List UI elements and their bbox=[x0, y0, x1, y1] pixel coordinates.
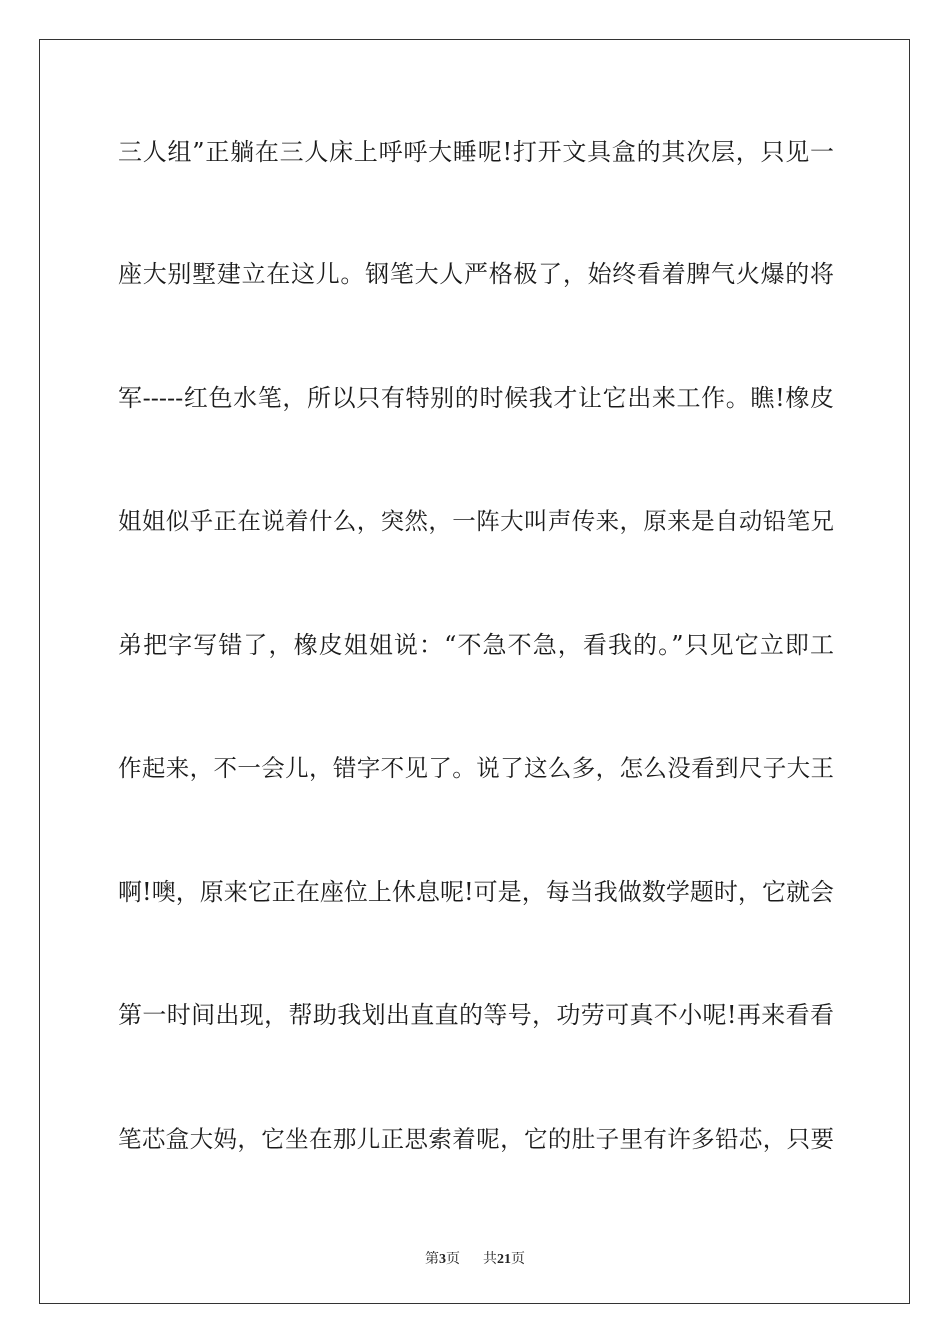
text-line: 作起来，不一会儿，错字不见了。说了这么多，怎么没看到尺子大王 bbox=[118, 754, 834, 782]
text-line: 座大别墅建立在这儿。钢笔大人严格极了，始终看着脾气火爆的将 bbox=[118, 260, 834, 288]
total-pages: 21 bbox=[497, 1252, 511, 1267]
page-suffix: 页 bbox=[446, 1252, 460, 1267]
text-line: 笔芯盒大妈，它坐在那儿正思索着呢，它的肚子里有许多铅芯，只要 bbox=[118, 1125, 834, 1153]
page-indicator bbox=[425, 1252, 460, 1267]
total-pages-indicator bbox=[483, 1252, 525, 1267]
total-suffix: 页 bbox=[511, 1252, 525, 1267]
total-prefix: 共 bbox=[483, 1252, 497, 1267]
page-number: 3 bbox=[439, 1252, 446, 1267]
text-line: 弟把字写错了，橡皮姐姐说：“不急不急，看我的。”只见它立即工 bbox=[118, 631, 834, 659]
text-line: 军-----红色水笔，所以只有特别的时候我才让它出来工作。瞧!橡皮 bbox=[118, 384, 834, 412]
text-line: 啊!噢，原来它正在座位上休息呢!可是，每当我做数学题时，它就会 bbox=[118, 878, 834, 906]
page-prefix: 第 bbox=[425, 1252, 439, 1267]
text-line: 第一时间出现，帮助我划出直直的等号，功劳可真不小呢!再来看看 bbox=[118, 1001, 834, 1029]
text-line: 三人组”正躺在三人床上呼呼大睡呢!打开文具盒的其次层，只见一 bbox=[118, 138, 834, 166]
page-border bbox=[39, 39, 910, 1304]
page-footer bbox=[0, 1248, 950, 1268]
text-line: 姐姐似乎正在说着什么，突然，一阵大叫声传来，原来是自动铅笔兄 bbox=[118, 507, 834, 535]
